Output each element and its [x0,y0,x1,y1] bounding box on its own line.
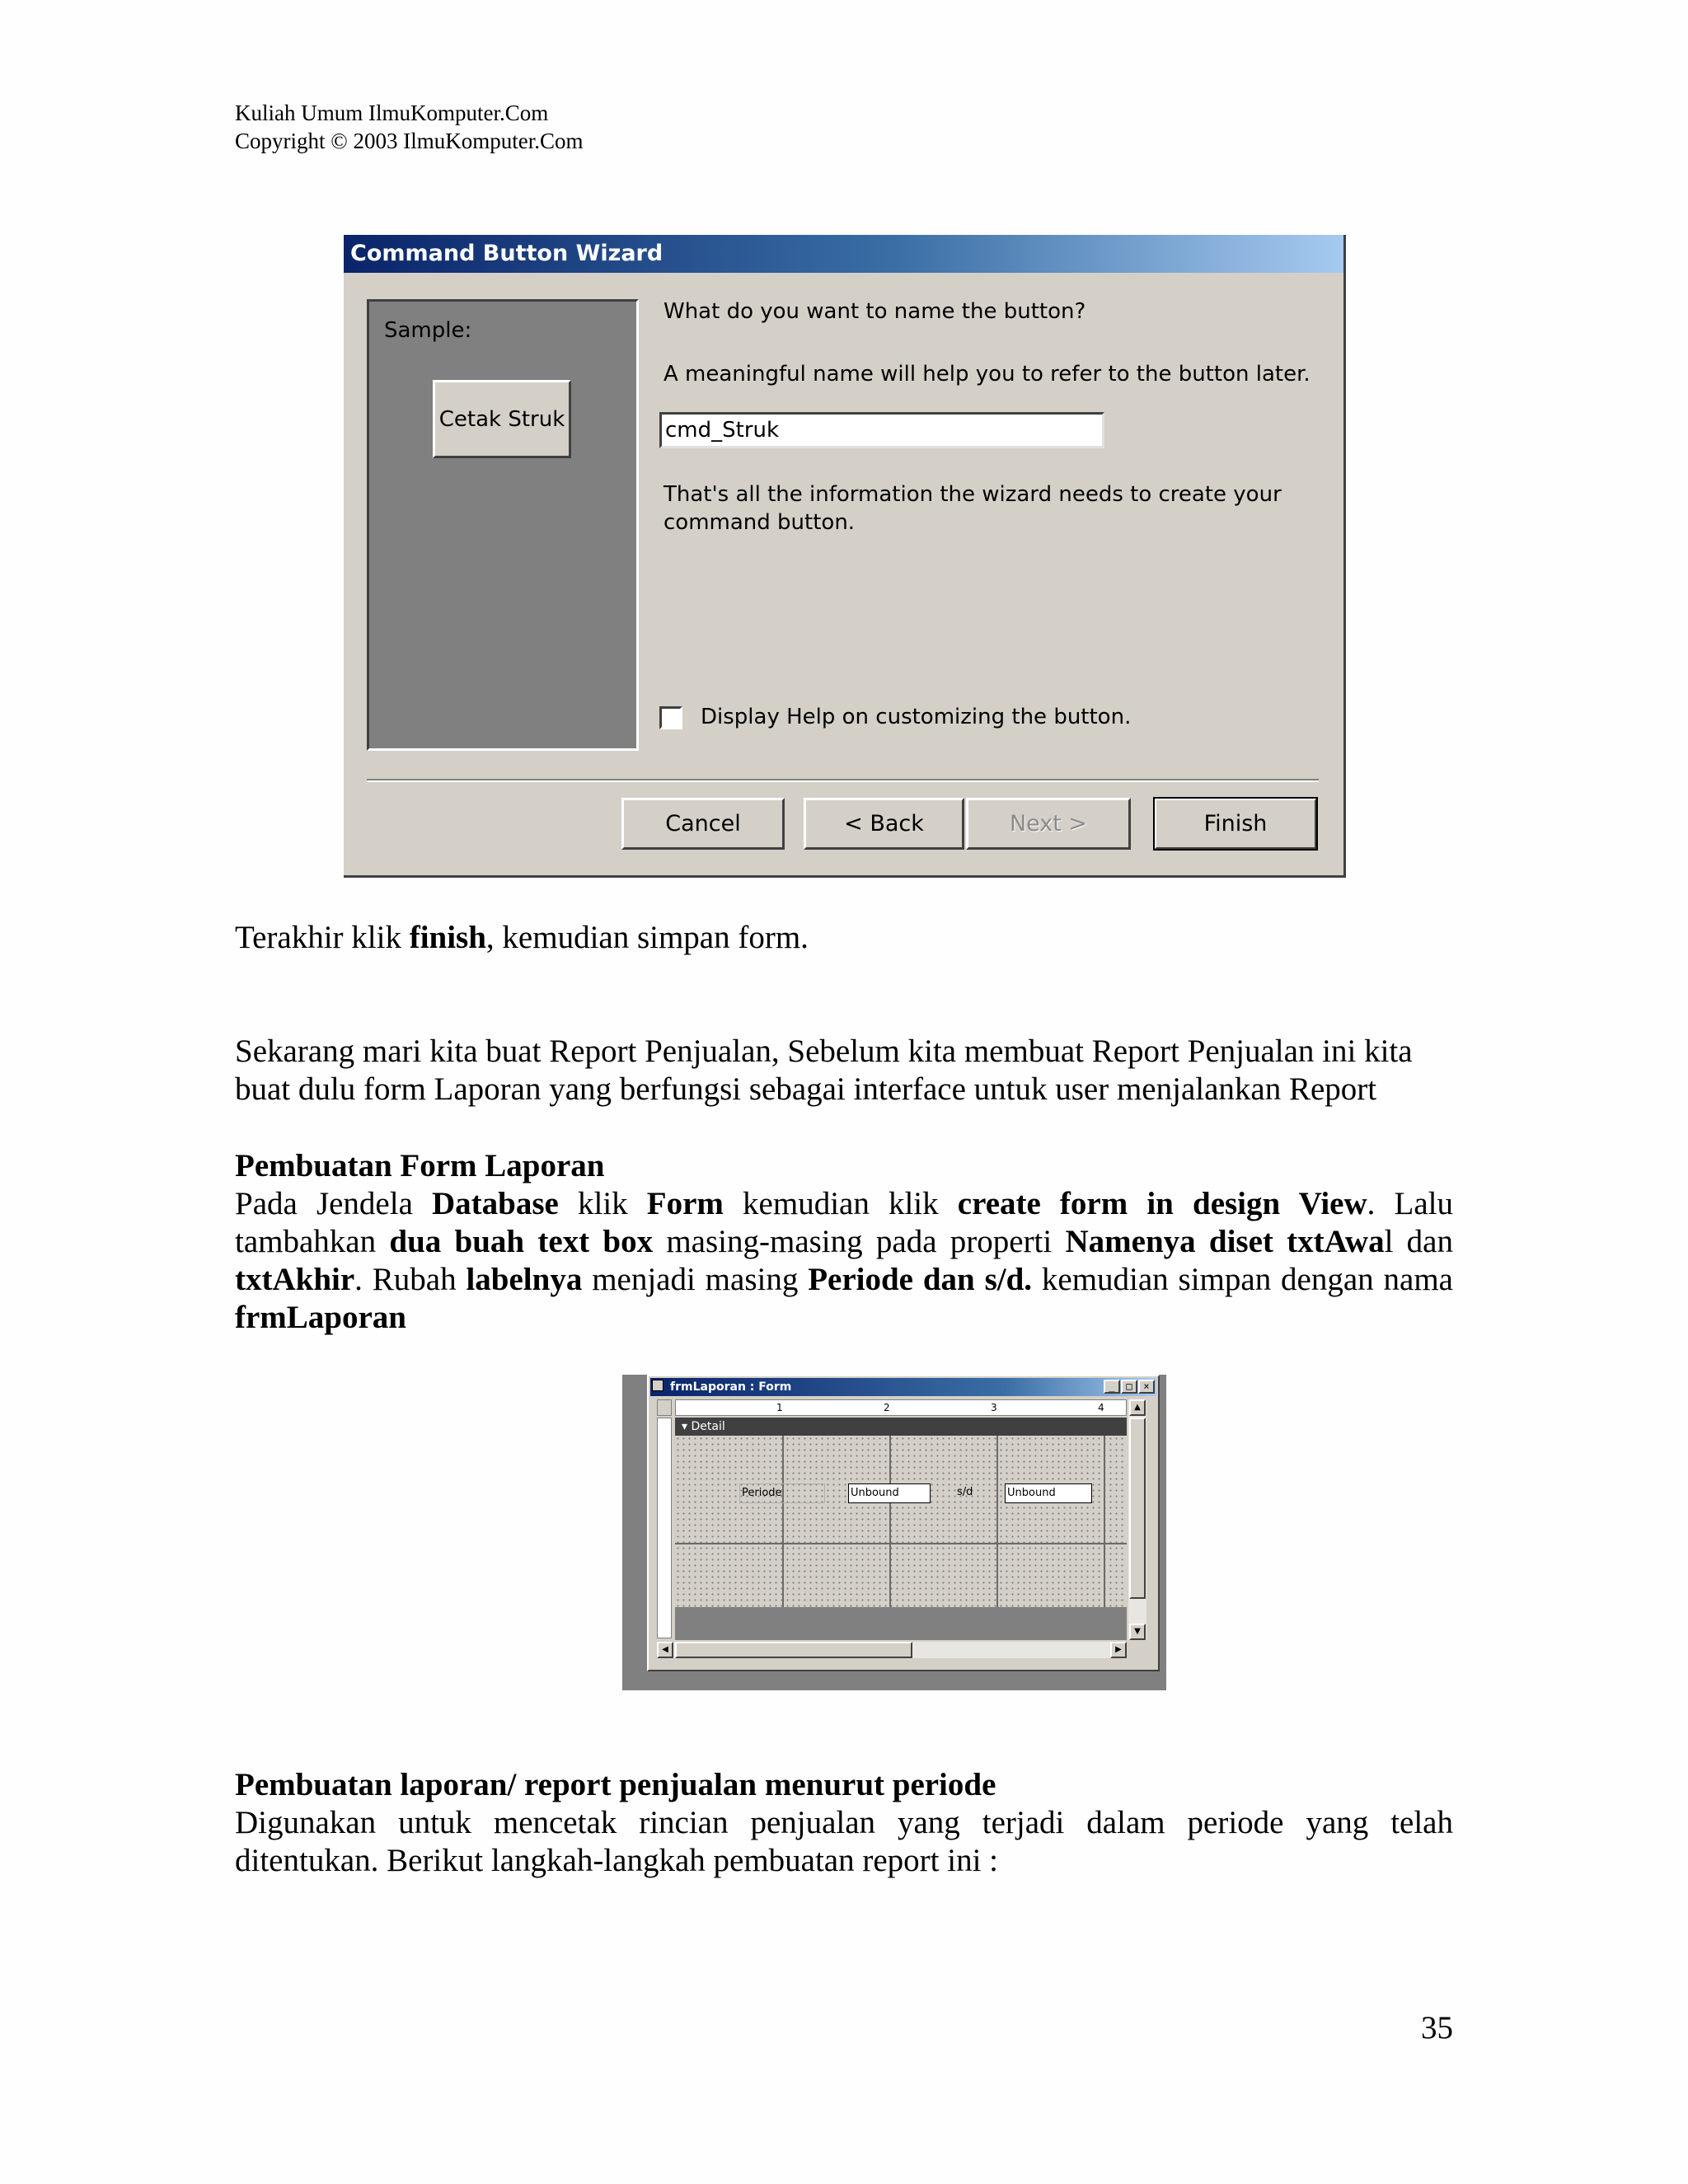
wizard-separator [367,779,1319,782]
horizontal-ruler [675,1399,1127,1416]
form-footer-area [675,1607,1127,1640]
p3-bold: txtAkhir [235,1262,355,1297]
paragraph-report-steps: Digunakan untuk mencetak rincian penjualan yang terjadi dalam periode yang telah ditentukan. Berikut langkah-langkah pembuatan report ini : [235,1805,1453,1878]
grid-line [675,1543,1127,1544]
p3-text: kemudian klik [723,1186,958,1221]
ruler-mark: 3 [991,1402,997,1413]
p3-text: klik [558,1186,647,1221]
periode-label[interactable]: Periode [739,1483,825,1503]
heading-form-laporan: Pembuatan Form Laporan [235,1148,605,1183]
cancel-button[interactable]: Cancel [621,798,785,850]
header-line-1: Kuliah Umum IlmuKomputer.Com [235,101,549,125]
heading-report-periode: Pembuatan laporan/ report penjualan menurut periode [235,1767,996,1802]
design-grid[interactable] [675,1436,1127,1607]
sample-panel [367,299,639,751]
p3-bold: Periode dan s/d. [808,1262,1033,1297]
form-selector[interactable] [657,1399,672,1416]
display-help-checkbox[interactable] [659,706,682,729]
ruler-mark: 1 [776,1402,783,1413]
p1-text-c: , kemudian simpan form. [485,920,809,955]
frm-laporan-screenshot [622,1375,1166,1690]
scroll-right-icon[interactable]: ▶ [1110,1642,1127,1658]
horizontal-scroll-thumb[interactable] [675,1642,912,1658]
scroll-left-icon[interactable]: ◀ [657,1642,673,1658]
close-icon[interactable]: × [1138,1380,1155,1394]
ruler-mark: 2 [884,1402,890,1413]
txtawal-textbox[interactable]: Unbound [848,1483,931,1503]
maximize-icon[interactable]: □ [1121,1380,1137,1394]
detail-section-bar[interactable]: ▾ Detail [675,1418,1127,1436]
p3-bold: dua buah text box [389,1224,654,1259]
sd-label[interactable]: s/d [957,1486,973,1498]
p3-bold: Namenya diset txtAwa [1065,1224,1385,1259]
next-button[interactable]: Next > [966,798,1131,850]
scroll-down-icon[interactable]: ▼ [1129,1624,1146,1640]
back-button[interactable]: < Back [804,798,964,850]
form-icon [652,1380,663,1391]
vertical-ruler [657,1418,672,1638]
paragraph-report-intro: Sekarang mari kita buat Report Penjualan, Sebelum kita membuat Report Penjualan ini kita buat dulu form Laporan yang berfungsi sebagai interface untuk user menjalankan Report [235,1033,1413,1107]
p3-bold: Form [646,1186,724,1221]
p3-text: masing-masing pada properti [653,1224,1066,1259]
p3-text: l dan [1384,1224,1453,1259]
minimize-icon[interactable]: _ [1104,1380,1120,1394]
grid-line [782,1436,784,1607]
vertical-scrollbar[interactable] [1128,1399,1146,1640]
wizard-title-bar: Command Button Wizard [344,235,1343,273]
grid-line [889,1436,891,1607]
p3-text: kemudian simpan dengan nama [1032,1262,1453,1297]
p3-bold: labelnya [466,1262,583,1297]
horizontal-scrollbar[interactable] [657,1642,1127,1658]
p3-bold: create form in design View [957,1186,1367,1221]
sample-button-preview: Cetak Struk [433,380,571,458]
p3-bold: Database [432,1186,559,1221]
txtakhir-textbox[interactable]: Unbound [1005,1483,1092,1503]
p3-text: . Rubah [354,1262,467,1297]
p3-text: menjadi masing [582,1262,809,1297]
p3-text: Pada Jendela [235,1186,433,1221]
paragraph-form-steps [235,1185,1453,1337]
wizard-hint: A meaningful name will help you to refer to the button later. [663,362,1311,387]
form-design-window [647,1375,1160,1671]
p1-bold-finish: finish [409,920,486,955]
detail-section-label: Detail [691,1420,725,1433]
paragraph-finish [235,919,1453,957]
page-number: 35 [1421,2010,1453,2046]
p1-text-a: Terakhir klik [235,920,410,955]
sample-label: Sample: [384,318,472,343]
display-help-label[interactable]: Display Help on customizing the button. [701,705,1132,729]
ruler-mark: 4 [1098,1402,1104,1413]
p3-bold: frmLaporan [235,1300,406,1335]
scroll-up-icon[interactable]: ▲ [1129,1399,1146,1416]
grid-line [996,1436,998,1607]
finish-button[interactable]: Finish [1154,798,1317,850]
button-name-input[interactable] [659,412,1104,448]
wizard-question: What do you want to name the button? [663,299,1086,324]
command-button-wizard-dialog [344,235,1346,878]
form-window-title: frmLaporan : Form [650,1378,1156,1396]
header-line-2: Copyright © 2003 IlmuKomputer.Com [235,129,584,153]
p3-text: . Lalu tambahkan [235,1186,1454,1259]
grid-line [1104,1436,1105,1607]
wizard-info-line-2: command button. [663,510,856,535]
vertical-scroll-thumb[interactable] [1129,1418,1146,1599]
wizard-info-line-1: That's all the information the wizard needs to create your [663,482,1282,507]
